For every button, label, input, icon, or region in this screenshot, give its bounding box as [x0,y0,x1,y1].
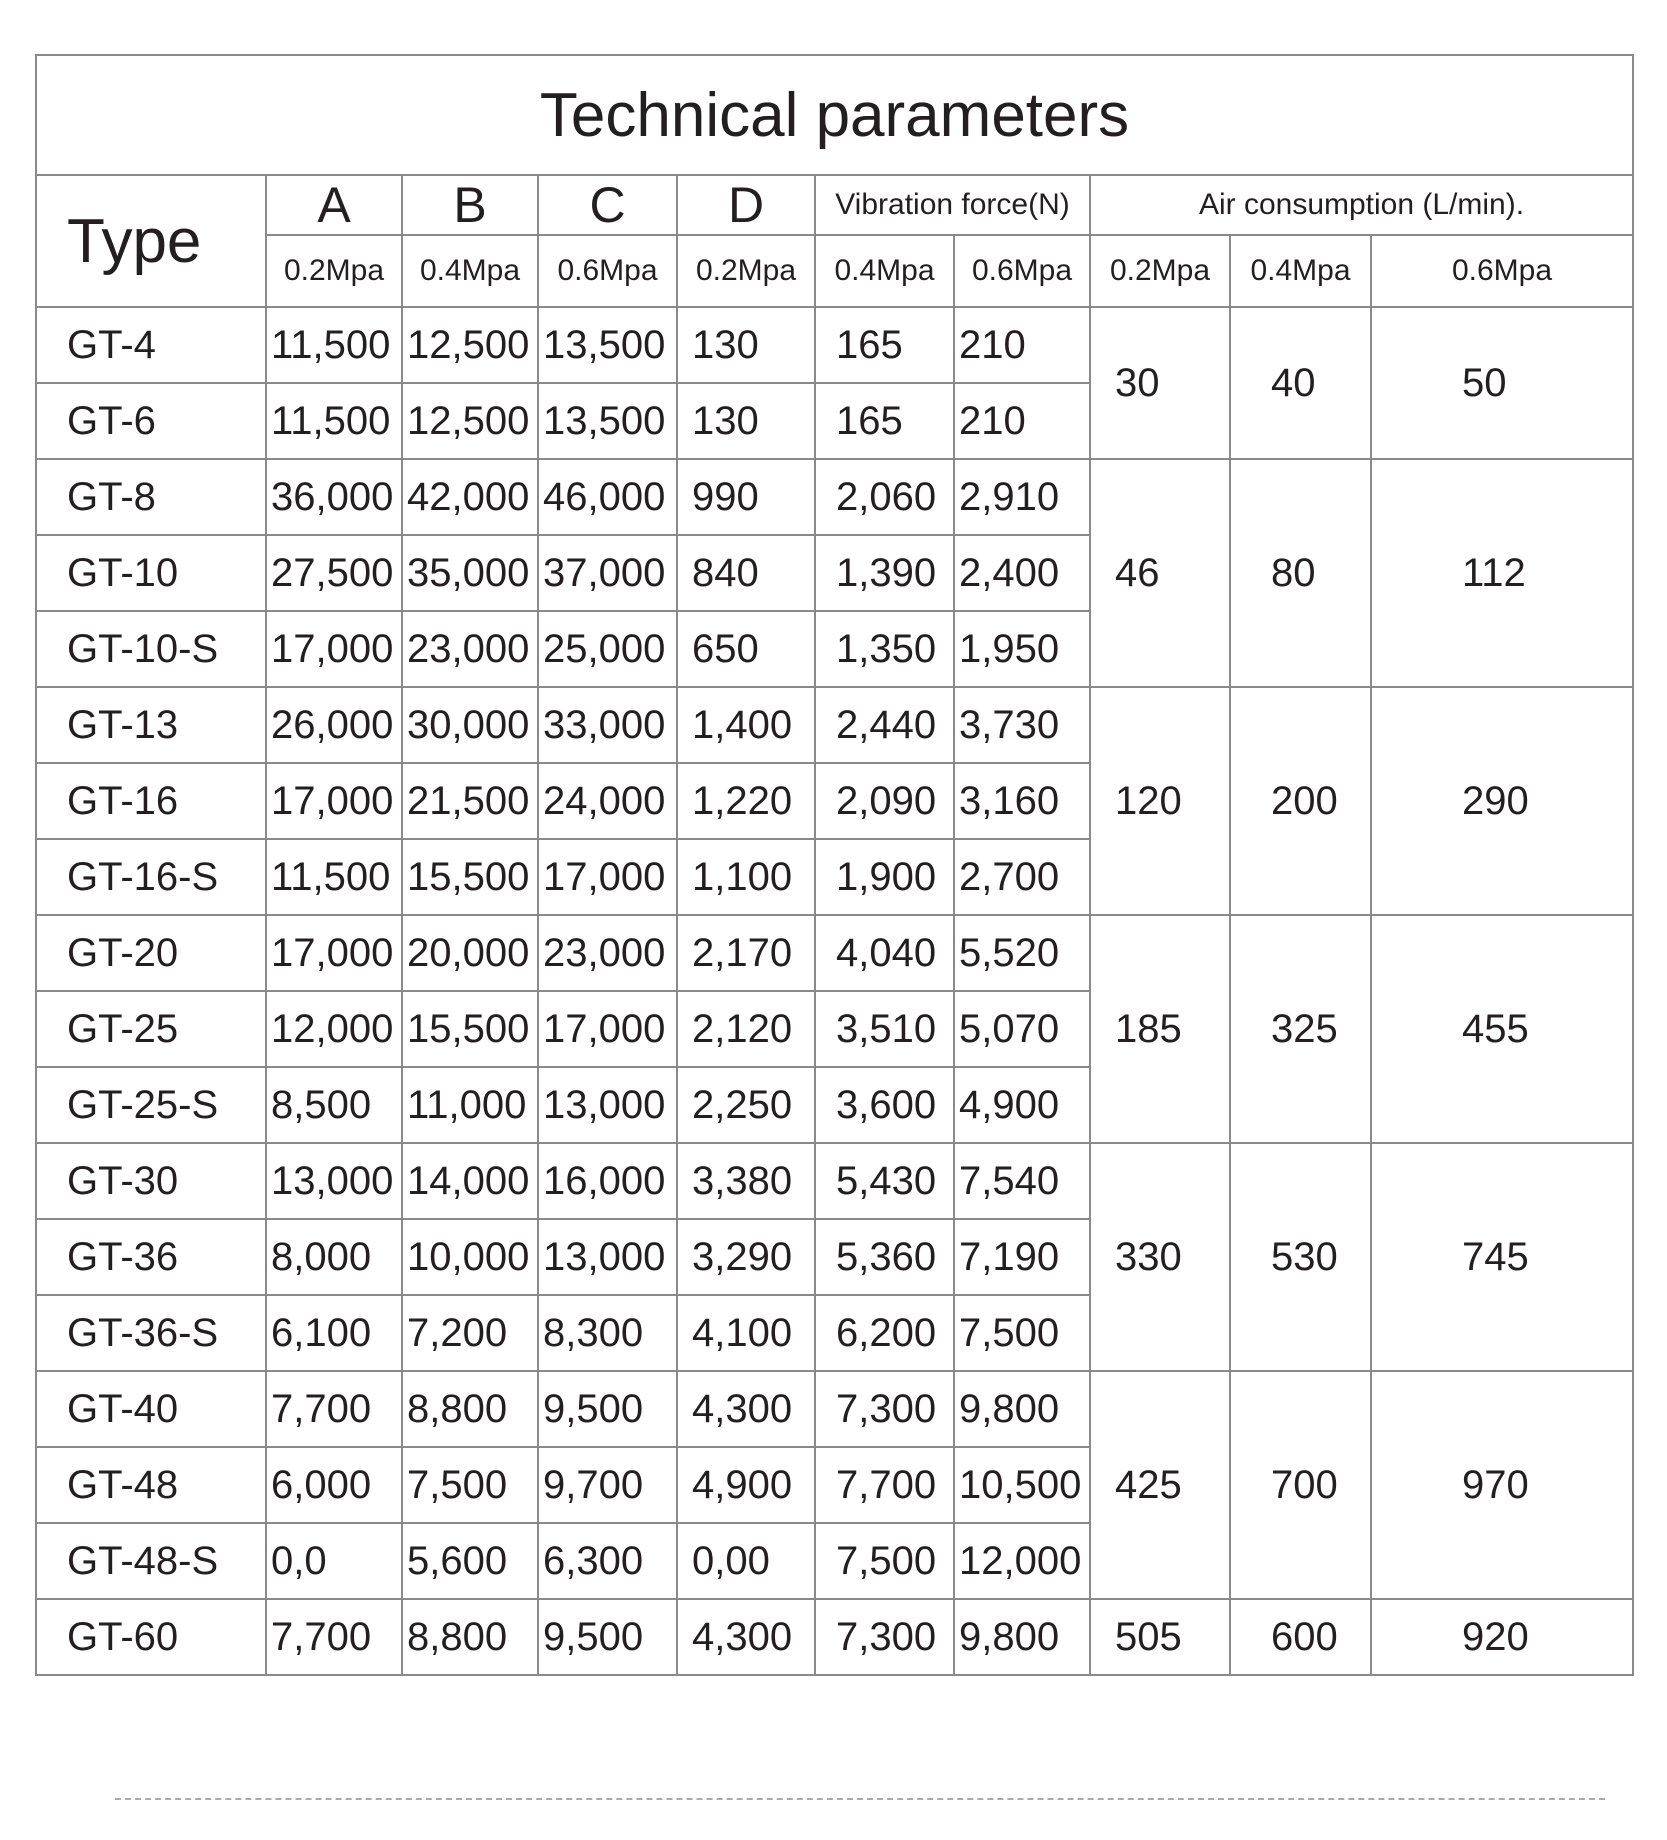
column-header-b: B [402,175,538,235]
table-row [36,1599,1633,1675]
type-cell: GT-60 [36,1599,266,1675]
pressure-header-cell: 0.2Mpa [677,235,815,307]
value-c-cell: 13,500 [538,307,677,383]
value-c-cell: 13,000 [538,1067,677,1143]
type-cell: GT-30 [36,1143,266,1219]
air-consumption-cell: 455 [1371,915,1633,1143]
value-b-cell: 7,200 [402,1295,538,1371]
value-b-cell: 8,800 [402,1599,538,1675]
type-cell: GT-25-S [36,1067,266,1143]
value-b-cell: 42,000 [402,459,538,535]
pressure-header-row [36,235,1633,307]
value-c-cell: 23,000 [538,915,677,991]
type-cell: GT-13 [36,687,266,763]
vibration-04-cell: 165 [815,307,954,383]
value-b-cell: 35,000 [402,535,538,611]
value-b-cell: 12,500 [402,383,538,459]
table-row [36,915,1633,991]
value-a-cell: 6,000 [266,1447,402,1523]
value-d-cell: 3,290 [677,1219,815,1295]
value-d-cell: 2,170 [677,915,815,991]
value-a-cell: 8,000 [266,1219,402,1295]
type-cell: GT-48 [36,1447,266,1523]
vibration-force-header: Vibration force(N) [815,175,1090,235]
value-d-cell: 4,300 [677,1371,815,1447]
vibration-04-cell: 1,900 [815,839,954,915]
value-a-cell: 7,700 [266,1599,402,1675]
air-consumption-cell: 80 [1230,459,1371,687]
vibration-04-cell: 2,090 [815,763,954,839]
value-a-cell: 17,000 [266,763,402,839]
value-d-cell: 0,00 [677,1523,815,1599]
table-row [36,307,1633,383]
air-consumption-cell: 30 [1090,307,1230,459]
value-c-cell: 37,000 [538,535,677,611]
value-b-cell: 14,000 [402,1143,538,1219]
vibration-04-cell: 7,700 [815,1447,954,1523]
vibration-04-cell: 165 [815,383,954,459]
value-b-cell: 8,800 [402,1371,538,1447]
pressure-header-cell: 0.4Mpa [1230,235,1371,307]
air-consumption-cell: 745 [1371,1143,1633,1371]
vibration-06-cell: 9,800 [954,1371,1090,1447]
value-d-cell: 2,120 [677,991,815,1067]
vibration-06-cell: 2,700 [954,839,1090,915]
value-d-cell: 990 [677,459,815,535]
pressure-header-cell: 0.4Mpa [402,235,538,307]
pressure-header-cell: 0.6Mpa [1371,235,1633,307]
column-header-c: C [538,175,677,235]
pressure-header-cell: 0.2Mpa [1090,235,1230,307]
type-cell: GT-16-S [36,839,266,915]
vibration-04-cell: 5,360 [815,1219,954,1295]
value-d-cell: 130 [677,307,815,383]
vibration-06-cell: 210 [954,383,1090,459]
value-a-cell: 17,000 [266,611,402,687]
vibration-04-cell: 7,500 [815,1523,954,1599]
type-cell: GT-4 [36,307,266,383]
value-b-cell: 10,000 [402,1219,538,1295]
value-a-cell: 11,500 [266,839,402,915]
value-b-cell: 15,500 [402,839,538,915]
type-cell: GT-10 [36,535,266,611]
vibration-04-cell: 3,510 [815,991,954,1067]
table-title: Technical parameters [36,55,1633,175]
value-b-cell: 12,500 [402,307,538,383]
type-cell: GT-48-S [36,1523,266,1599]
air-consumption-cell: 46 [1090,459,1230,687]
value-c-cell: 17,000 [538,991,677,1067]
value-a-cell: 27,500 [266,535,402,611]
value-a-cell: 11,500 [266,383,402,459]
vibration-06-cell: 3,160 [954,763,1090,839]
value-a-cell: 7,700 [266,1371,402,1447]
value-d-cell: 3,380 [677,1143,815,1219]
value-d-cell: 2,250 [677,1067,815,1143]
value-c-cell: 33,000 [538,687,677,763]
value-c-cell: 9,500 [538,1599,677,1675]
value-c-cell: 24,000 [538,763,677,839]
value-d-cell: 840 [677,535,815,611]
column-header-a: A [266,175,402,235]
value-d-cell: 4,900 [677,1447,815,1523]
pressure-header-cell: 0.4Mpa [815,235,954,307]
value-b-cell: 21,500 [402,763,538,839]
vibration-06-cell: 3,730 [954,687,1090,763]
value-c-cell: 6,300 [538,1523,677,1599]
air-consumption-cell: 120 [1090,687,1230,915]
air-consumption-cell: 185 [1090,915,1230,1143]
value-a-cell: 36,000 [266,459,402,535]
type-cell: GT-6 [36,383,266,459]
air-consumption-cell: 50 [1371,307,1633,459]
value-b-cell: 15,500 [402,991,538,1067]
vibration-06-cell: 7,190 [954,1219,1090,1295]
vibration-06-cell: 1,950 [954,611,1090,687]
table-row [36,1371,1633,1447]
vibration-04-cell: 2,060 [815,459,954,535]
pressure-header-cell: 0.2Mpa [266,235,402,307]
value-a-cell: 13,000 [266,1143,402,1219]
vibration-06-cell: 210 [954,307,1090,383]
vibration-04-cell: 6,200 [815,1295,954,1371]
type-cell: GT-36-S [36,1295,266,1371]
value-d-cell: 1,220 [677,763,815,839]
pressure-header-cell: 0.6Mpa [954,235,1090,307]
air-consumption-cell: 425 [1090,1371,1230,1599]
value-a-cell: 11,500 [266,307,402,383]
technical-parameters-table [35,54,1634,1676]
value-a-cell: 12,000 [266,991,402,1067]
value-b-cell: 30,000 [402,687,538,763]
value-d-cell: 1,100 [677,839,815,915]
value-c-cell: 46,000 [538,459,677,535]
air-consumption-cell: 330 [1090,1143,1230,1371]
value-b-cell: 20,000 [402,915,538,991]
vibration-06-cell: 2,400 [954,535,1090,611]
air-consumption-cell: 920 [1371,1599,1633,1675]
value-c-cell: 25,000 [538,611,677,687]
type-cell: GT-10-S [36,611,266,687]
table-row [36,459,1633,535]
table-body [36,307,1633,1675]
type-cell: GT-8 [36,459,266,535]
vibration-04-cell: 5,430 [815,1143,954,1219]
value-a-cell: 0,0 [266,1523,402,1599]
air-consumption-cell: 325 [1230,915,1371,1143]
value-d-cell: 650 [677,611,815,687]
value-b-cell: 7,500 [402,1447,538,1523]
table-row [36,1143,1633,1219]
value-c-cell: 16,000 [538,1143,677,1219]
vibration-06-cell: 12,000 [954,1523,1090,1599]
air-consumption-cell: 112 [1371,459,1633,687]
air-consumption-cell: 600 [1230,1599,1371,1675]
vibration-04-cell: 3,600 [815,1067,954,1143]
pressure-header-cell: 0.6Mpa [538,235,677,307]
type-cell: GT-40 [36,1371,266,1447]
value-d-cell: 4,300 [677,1599,815,1675]
air-consumption-header: Air consumption (L/min). [1090,175,1633,235]
vibration-04-cell: 1,390 [815,535,954,611]
value-a-cell: 8,500 [266,1067,402,1143]
value-b-cell: 5,600 [402,1523,538,1599]
value-b-cell: 11,000 [402,1067,538,1143]
value-d-cell: 4,100 [677,1295,815,1371]
vibration-04-cell: 7,300 [815,1371,954,1447]
vibration-06-cell: 9,800 [954,1599,1090,1675]
column-header-d: D [677,175,815,235]
value-a-cell: 6,100 [266,1295,402,1371]
air-consumption-cell: 200 [1230,687,1371,915]
air-consumption-cell: 970 [1371,1371,1633,1599]
value-c-cell: 9,700 [538,1447,677,1523]
vibration-06-cell: 4,900 [954,1067,1090,1143]
type-cell: GT-25 [36,991,266,1067]
vibration-06-cell: 5,070 [954,991,1090,1067]
vibration-04-cell: 2,440 [815,687,954,763]
air-consumption-cell: 530 [1230,1143,1371,1371]
vibration-04-cell: 4,040 [815,915,954,991]
air-consumption-cell: 505 [1090,1599,1230,1675]
air-consumption-cell: 40 [1230,307,1371,459]
vibration-06-cell: 10,500 [954,1447,1090,1523]
value-c-cell: 17,000 [538,839,677,915]
air-consumption-cell: 700 [1230,1371,1371,1599]
vibration-04-cell: 7,300 [815,1599,954,1675]
value-c-cell: 8,300 [538,1295,677,1371]
value-a-cell: 17,000 [266,915,402,991]
value-c-cell: 13,500 [538,383,677,459]
value-b-cell: 23,000 [402,611,538,687]
table-row [36,687,1633,763]
value-c-cell: 9,500 [538,1371,677,1447]
value-d-cell: 1,400 [677,687,815,763]
type-cell: GT-20 [36,915,266,991]
value-c-cell: 13,000 [538,1219,677,1295]
type-cell: GT-36 [36,1219,266,1295]
value-d-cell: 130 [677,383,815,459]
vibration-06-cell: 5,520 [954,915,1090,991]
air-consumption-cell: 290 [1371,687,1633,915]
dashed-divider [115,1798,1605,1800]
type-cell: GT-16 [36,763,266,839]
value-a-cell: 26,000 [266,687,402,763]
vibration-04-cell: 1,350 [815,611,954,687]
vibration-06-cell: 7,500 [954,1295,1090,1371]
type-column-header: Type [36,175,266,307]
vibration-06-cell: 2,910 [954,459,1090,535]
vibration-06-cell: 7,540 [954,1143,1090,1219]
